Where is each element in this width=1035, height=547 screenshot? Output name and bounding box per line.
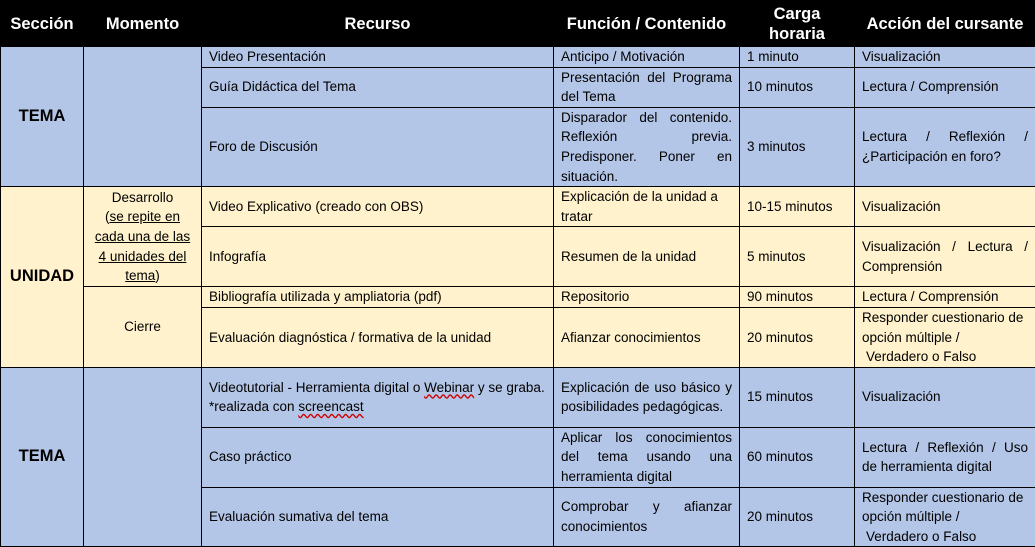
carga-cell: 20 minutos [740,307,855,367]
funcion-cell: Resumen de la unidad [554,227,740,287]
carga-cell: 90 minutos [740,287,855,308]
recurso-cell: Video Presentación [202,47,554,68]
funcion-cell: Explicación de la unidad a tratar [554,187,740,227]
funcion-cell: Aplicar los conocimientos del tema usando una herramienta digital [554,427,740,487]
table-row [1,47,1035,68]
carga-cell: 5 minutos [740,227,855,287]
momento-empty-1 [84,47,202,187]
carga-cell: 10 minutos [740,67,855,107]
carga-cell: 10-15 minutos [740,187,855,227]
section-tema-2: TEMA [1,367,84,547]
header-momento: Momento [84,1,202,47]
header-accion: Acción del cursante [855,1,1035,47]
accion-cell: Lectura / Comprensión [855,67,1035,107]
momento-note-line-2: cada una de las [95,229,190,244]
accion-line-1: Responder cuestionario de opción múltiple / [862,488,1028,527]
recurso-cell: Guía Didáctica del Tema [202,67,554,107]
paren-close: ) [155,268,160,283]
accion-cell: Visualización [855,367,1035,427]
header-carga-line-2: horaria [769,25,825,43]
header-row [1,1,1035,47]
funcion-cell: Anticipo / Motivación [554,47,740,68]
momento-desarrollo [84,187,202,287]
funcion-cell: Explicación de uso básico y posibilidades pedagógicas. [554,367,740,427]
momento-note-line-3: 4 unidades del [99,249,187,264]
recurso-text-b: y se graba. [474,380,545,395]
accion-cell: Lectura / Reflexión / ¿Participación en foro? [855,107,1035,186]
carga-cell: 3 minutos [740,107,855,186]
header-carga [740,1,855,47]
funcion-cell: Presentación del Programa del Tema [554,67,740,107]
table-row [1,287,1035,308]
header-seccion: Sección [1,1,84,47]
recurso-webinar: Webinar [424,380,474,395]
accion-cell: Visualización [855,47,1035,68]
momento-cierre: Cierre [84,287,202,367]
recurso-cell: Evaluación diagnóstica / formativa de la unidad [202,307,554,367]
carga-cell: 15 minutos [740,367,855,427]
momento-desarrollo-label: Desarrollo [112,190,174,205]
recurso-screencast: screencast [298,399,363,414]
recurso-cell [202,367,554,427]
accion-line-2: Verdadero o Falso [862,347,1028,367]
table-row [1,187,1035,227]
accion-cell: Lectura / Reflexión / Uso de herramienta digital [855,427,1035,487]
recurso-cell: Foro de Discusión [202,107,554,186]
accion-line-1: Responder cuestionario de opción múltiple / [862,308,1028,347]
accion-cell [855,487,1035,547]
accion-line-2: Verdadero o Falso [862,527,1028,547]
carga-cell: 20 minutos [740,487,855,547]
carga-cell: 1 minuto [740,47,855,68]
recurso-text-a: Videotutorial - Herramienta digital o [209,380,424,395]
funcion-cell: Comprobar y afianzar conocimientos [554,487,740,547]
recurso-cell: Video Explicativo (creado con OBS) [202,187,554,227]
funcion-cell: Disparador del contenido. Reflexión previa. Predisponer. Poner en situación. [554,107,740,186]
momento-empty-2 [84,367,202,547]
carga-cell: 60 minutos [740,427,855,487]
funcion-cell: Afianzar conocimientos [554,307,740,367]
momento-note-line-4: tema [125,268,155,283]
table-row [1,367,1035,427]
header-recurso: Recurso [202,1,554,47]
recurso-cell: Bibliografía utilizada y ampliatoria (pdf) [202,287,554,308]
recurso-cell: Infografía [202,227,554,287]
accion-cell: Lectura / Comprensión [855,287,1035,308]
paren-open: ( [105,209,110,224]
accion-cell: Visualización [855,187,1035,227]
accion-cell: Visualización / Lectura / Comprensión [855,227,1035,287]
recurso-cell: Caso práctico [202,427,554,487]
recurso-cell: Evaluación sumativa del tema [202,487,554,547]
recurso-text-c: *realizada con [209,399,298,414]
section-unidad: UNIDAD [1,187,84,368]
accion-cell [855,307,1035,367]
momento-note-line-1: se repite en [109,209,180,224]
section-tema-1: TEMA [1,47,84,187]
header-carga-line-1: Carga [774,5,821,23]
funcion-cell: Repositorio [554,287,740,308]
header-funcion: Función / Contenido [554,1,740,47]
